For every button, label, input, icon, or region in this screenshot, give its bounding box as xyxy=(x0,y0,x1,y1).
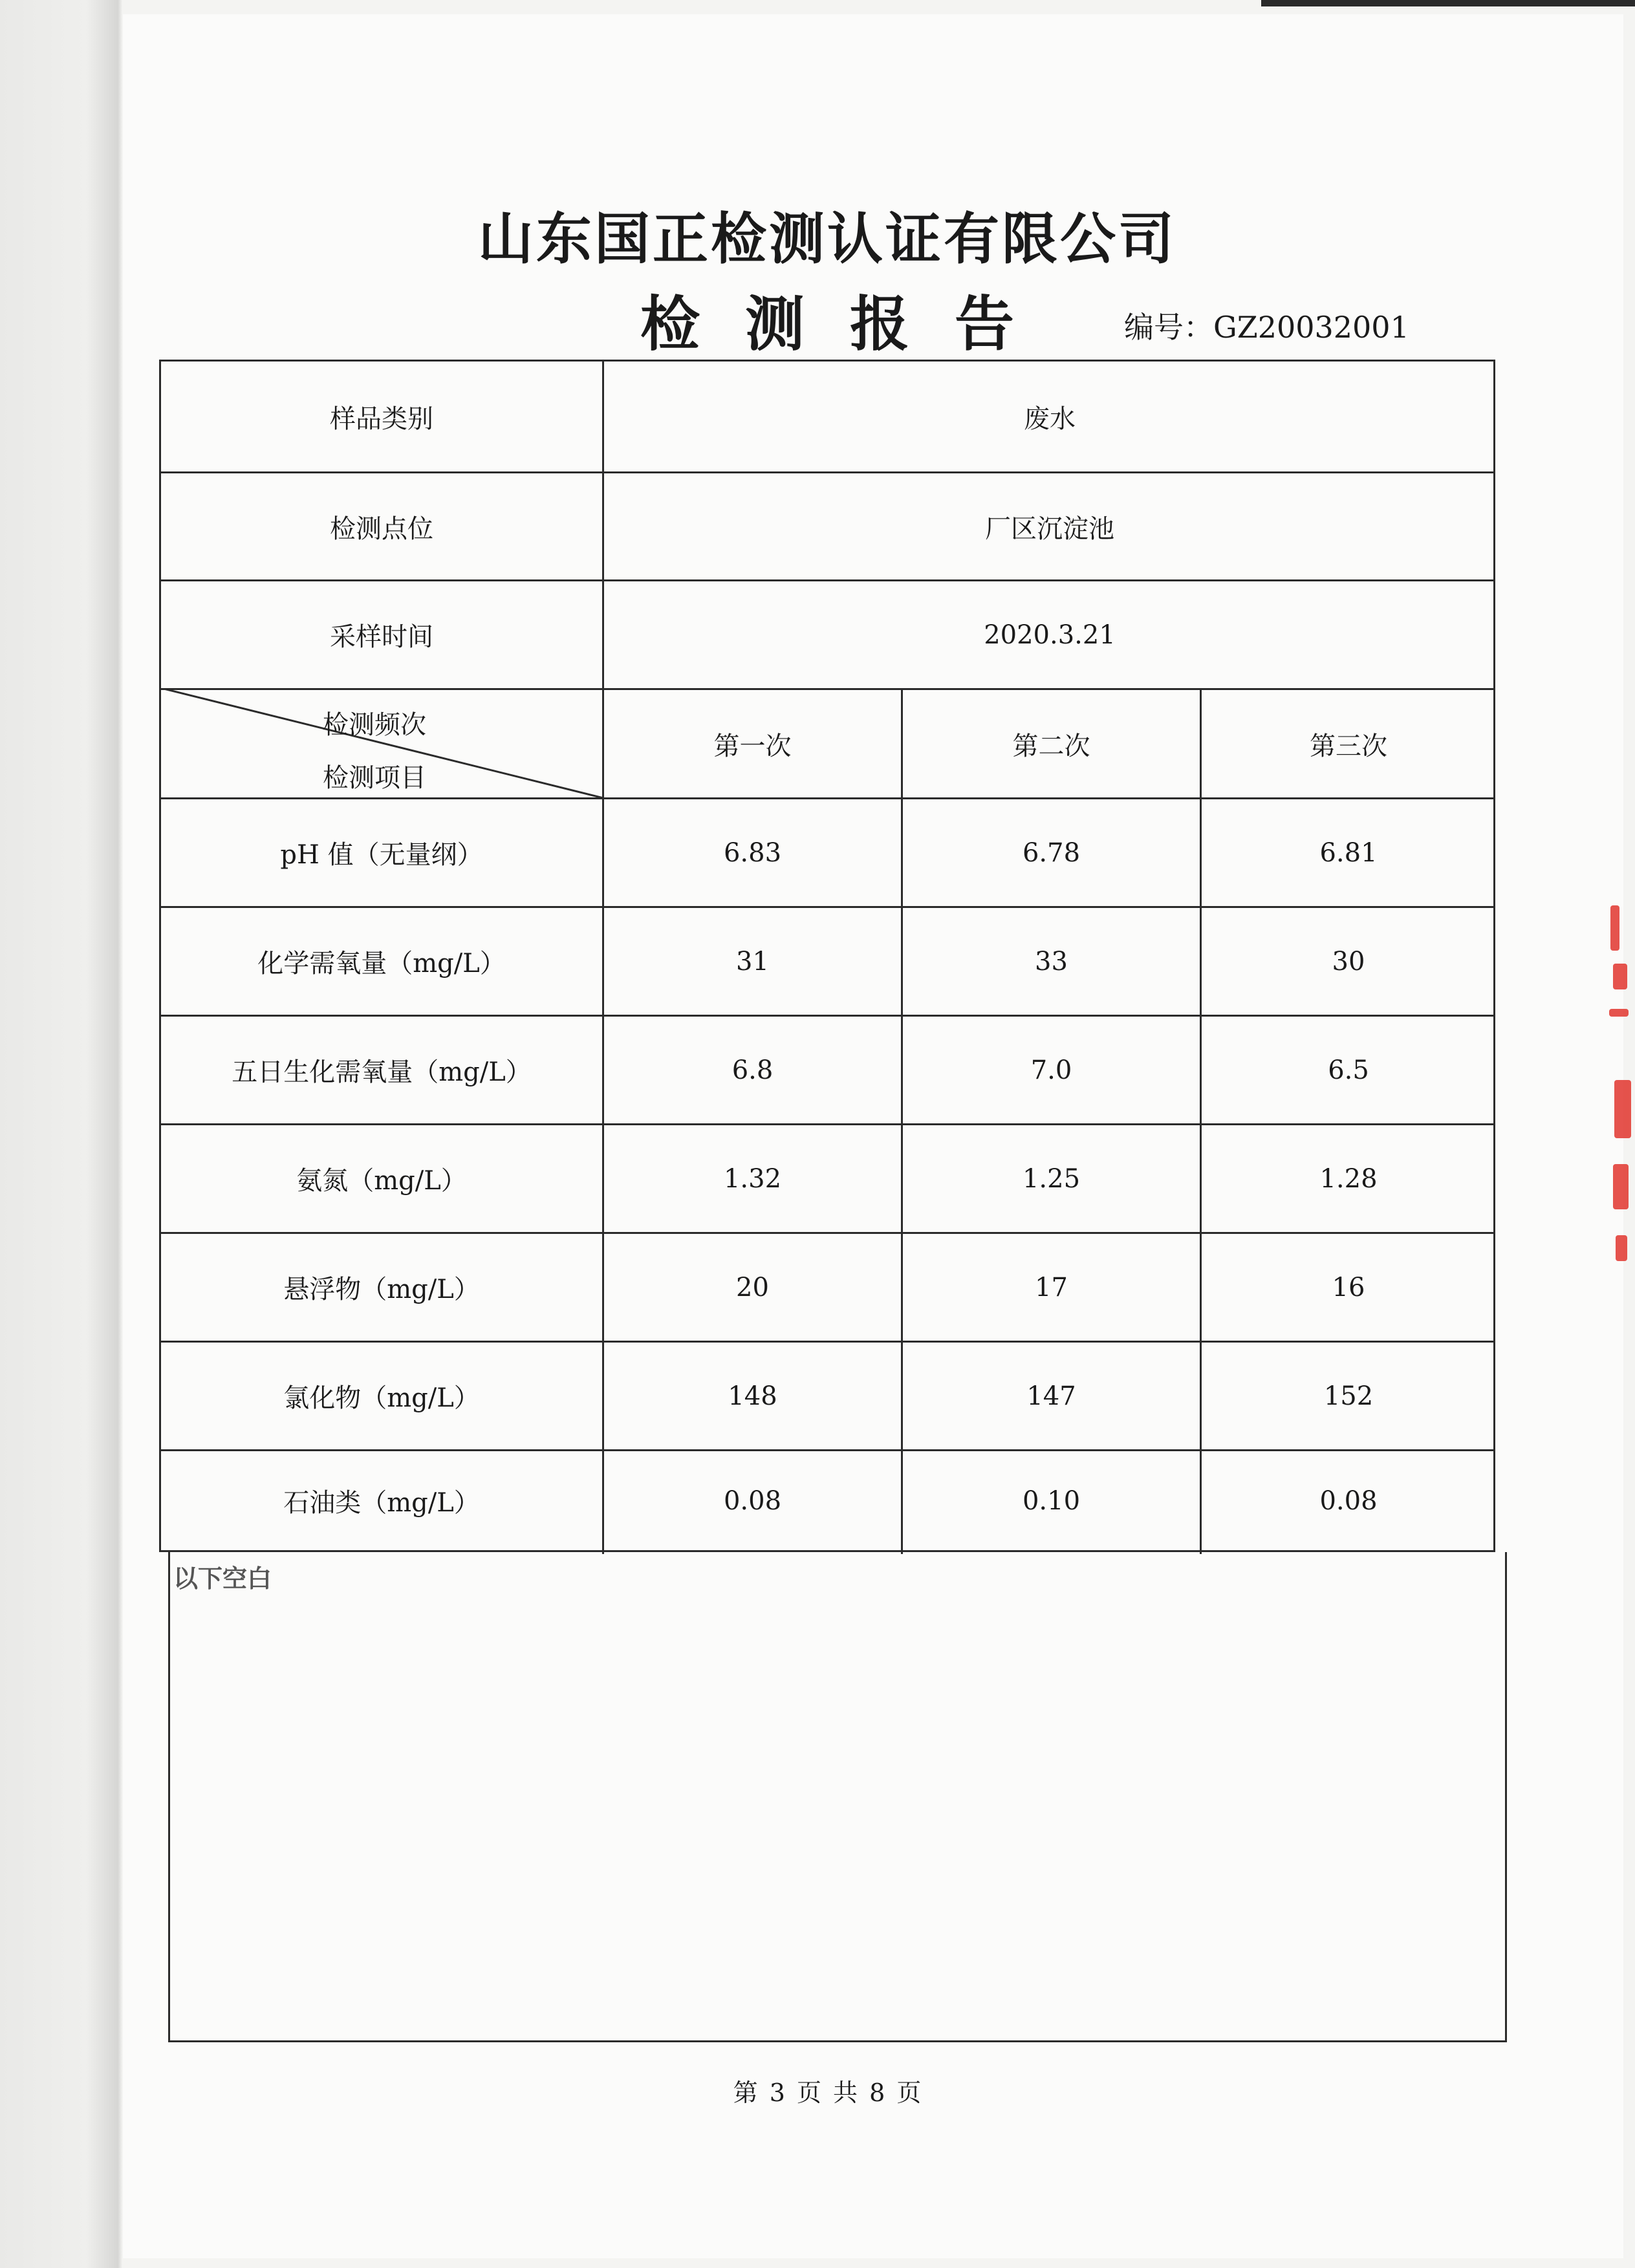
frequency-header-label: 检测频次 xyxy=(323,710,426,740)
row-value: 6.8 xyxy=(731,1055,774,1085)
row-name-bod5: 五日生化需氧量（mg/L） xyxy=(232,1057,532,1087)
row-value: 1.28 xyxy=(1319,1163,1378,1194)
row-value: 7.0 xyxy=(1030,1055,1072,1085)
row-value: 1.32 xyxy=(723,1163,782,1194)
row-value: 152 xyxy=(1323,1381,1374,1411)
row-value: 6.83 xyxy=(723,837,782,868)
row-value: 148 xyxy=(728,1381,777,1411)
row-value: 17 xyxy=(1035,1272,1068,1302)
sampling-time-value: 2020.3.21 xyxy=(984,620,1116,650)
column-header-2: 第二次 xyxy=(1012,731,1090,761)
report-title: 检测报告 xyxy=(640,290,1060,359)
report-number-label: 编号： xyxy=(1124,310,1213,345)
row-value: 16 xyxy=(1332,1272,1365,1302)
row-value: 6.81 xyxy=(1319,837,1378,868)
location-value: 厂区沉淀池 xyxy=(985,513,1114,544)
row-name-ph: pH 值（无量纲） xyxy=(280,840,483,870)
page-number: 第 3 页 共 8 页 xyxy=(733,2079,922,2107)
item-header-label: 检测项目 xyxy=(323,763,426,793)
sampling-time-label: 采样时间 xyxy=(330,622,433,652)
row-value: 0.10 xyxy=(1022,1485,1081,1516)
row-name-cod: 化学需氧量（mg/L） xyxy=(257,949,506,978)
red-seal-fragment xyxy=(1607,892,1635,1280)
blank-area-box xyxy=(168,1552,1507,2042)
row-name-chloride: 氯化物（mg/L） xyxy=(283,1383,480,1413)
results-table xyxy=(159,360,1495,1552)
row-value: 147 xyxy=(1026,1381,1076,1411)
location-label: 检测点位 xyxy=(330,513,433,544)
row-value: 0.08 xyxy=(723,1485,782,1516)
row-name-suspended-solids: 悬浮物（mg/L） xyxy=(283,1275,480,1304)
report-number-value: GZ20032001 xyxy=(1213,310,1409,345)
column-header-1: 第一次 xyxy=(713,731,792,761)
blank-below-note: 以下空白 xyxy=(173,1564,272,1593)
row-name-petroleum: 石油类（mg/L） xyxy=(283,1488,480,1518)
row-value: 0.08 xyxy=(1319,1485,1378,1516)
row-value: 33 xyxy=(1035,946,1068,977)
report-number xyxy=(1124,304,1409,347)
row-value: 6.5 xyxy=(1328,1055,1369,1085)
row-value: 31 xyxy=(736,946,769,977)
scan-top-edge xyxy=(1261,0,1635,6)
row-value: 1.25 xyxy=(1022,1163,1081,1194)
row-value: 30 xyxy=(1332,946,1365,977)
column-header-3: 第三次 xyxy=(1310,731,1387,761)
sample-type-label: 样品类别 xyxy=(330,404,433,434)
sample-type-value: 废水 xyxy=(1024,404,1076,434)
row-value: 6.78 xyxy=(1022,837,1081,868)
scan-left-edge xyxy=(0,0,123,2268)
company-name: 山东国正检测认证有限公司 xyxy=(478,207,1176,272)
row-name-ammonia: 氨氮（mg/L） xyxy=(296,1166,467,1196)
row-value: 20 xyxy=(736,1272,769,1302)
